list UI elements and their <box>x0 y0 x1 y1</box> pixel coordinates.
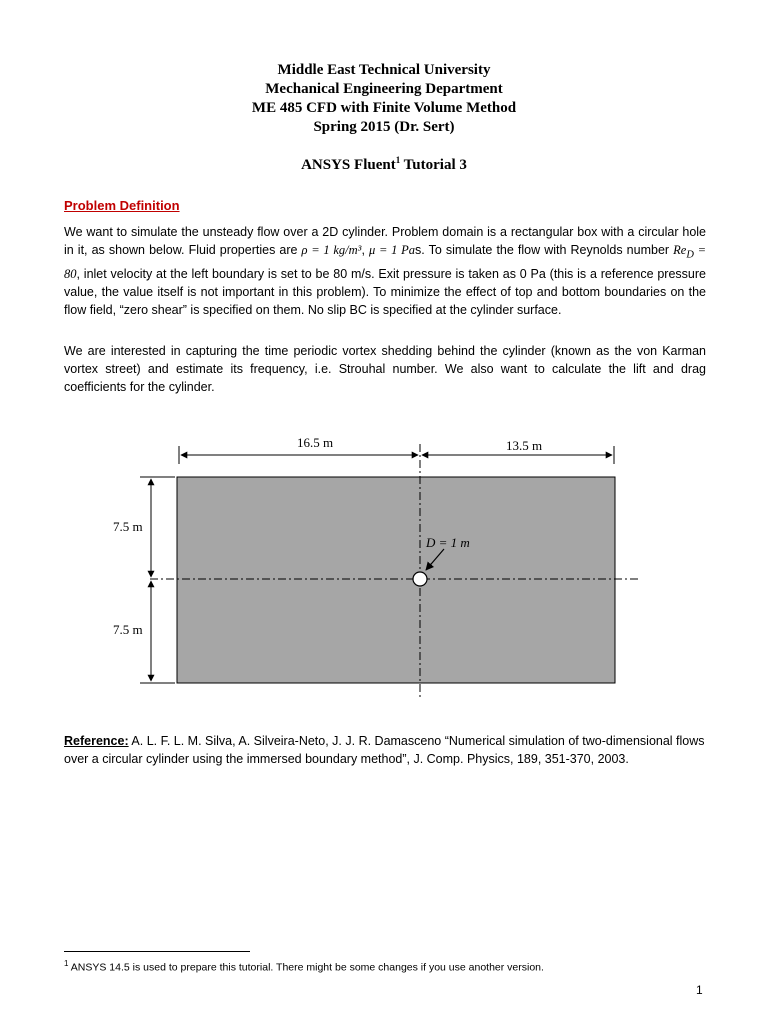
footnote-text: ANSYS 14.5 is used to prepare this tutorial. There might be some changes if you use another version. <box>68 961 544 974</box>
problem-paragraph-2: We are interested in capturing the time periodic vortex shedding behind the cylinder (known as the von Karman vortex street) and estimate its frequency, i.e. Strouhal number. We also want to calculate the lift and drag coefficients for the cylinder. <box>64 344 706 395</box>
problem-definition-heading: Problem Definition <box>64 198 180 213</box>
top-height-label: 7.5 m <box>113 519 143 534</box>
department-name: Mechanical Engineering Department <box>265 81 503 97</box>
page-number: 1 <box>696 983 703 997</box>
footnote-mark: 1 <box>64 959 69 968</box>
course-title: ME 485 CFD with Finite Volume Method <box>251 100 517 116</box>
problem-paragraph-1 <box>64 223 706 320</box>
reynolds-subscript: D <box>686 249 694 261</box>
reference-label: Reference: <box>64 734 129 748</box>
cylinder-hole <box>413 572 427 586</box>
p1-comma: , <box>361 243 369 258</box>
tutorial-title <box>0 155 768 174</box>
footnote-reference: 1 <box>395 155 401 165</box>
right-length-label: 13.5 m <box>505 438 543 453</box>
p1-text-b: s. To simulate the flow with Reynolds number <box>415 243 674 258</box>
domain-diagram <box>100 430 660 702</box>
tutorial-title-number: Tutorial 3 <box>400 157 467 173</box>
diameter-label: D = 1 m <box>426 535 470 550</box>
footnote-divider <box>64 951 250 952</box>
domain-rectangle <box>177 477 615 683</box>
reynolds-value: = 80 <box>64 243 707 281</box>
footnote <box>64 959 544 974</box>
reynolds-symbol: Re <box>673 243 687 258</box>
university-name: Middle East Technical University <box>277 62 491 78</box>
bottom-height-label: 7.5 m <box>113 622 143 637</box>
reference-text: A. L. F. L. M. Silva, A. Silveira-Neto, J. J. R. Damasceno “Numerical simulation of two-dimensional flows over a circular cylinder using the immersed boundary method”, J. Comp. Physics, 189, 351-370, 2003. <box>64 734 705 767</box>
left-length-label: 16.5 m <box>296 435 334 450</box>
density-formula: ρ = 1 kg/m³ <box>301 243 362 258</box>
p1-text-c: , inlet velocity at the left boundary is set to be 80 m/s. Exit pressure is taken as 0 Pa (this is a reference pressure value, the value itself is not important in this problem). To minimize the effect of top and bottom boundaries on the flow field, “zero shear” is specified on them. No slip BC is specified at the cylinder surface. <box>64 266 706 318</box>
reference-citation <box>64 732 708 768</box>
p1-text-a: We want to simulate the unsteady flow over a 2D cylinder. Problem domain is a rectangular box with a circular hole in it, as shown below. Fluid properties are <box>64 225 706 258</box>
document-header <box>0 61 768 137</box>
tutorial-title-main: ANSYS Fluent <box>301 157 396 173</box>
term-line: Spring 2015 (Dr. Sert) <box>313 119 455 135</box>
viscosity-formula: μ = 1 Pa <box>368 243 415 258</box>
